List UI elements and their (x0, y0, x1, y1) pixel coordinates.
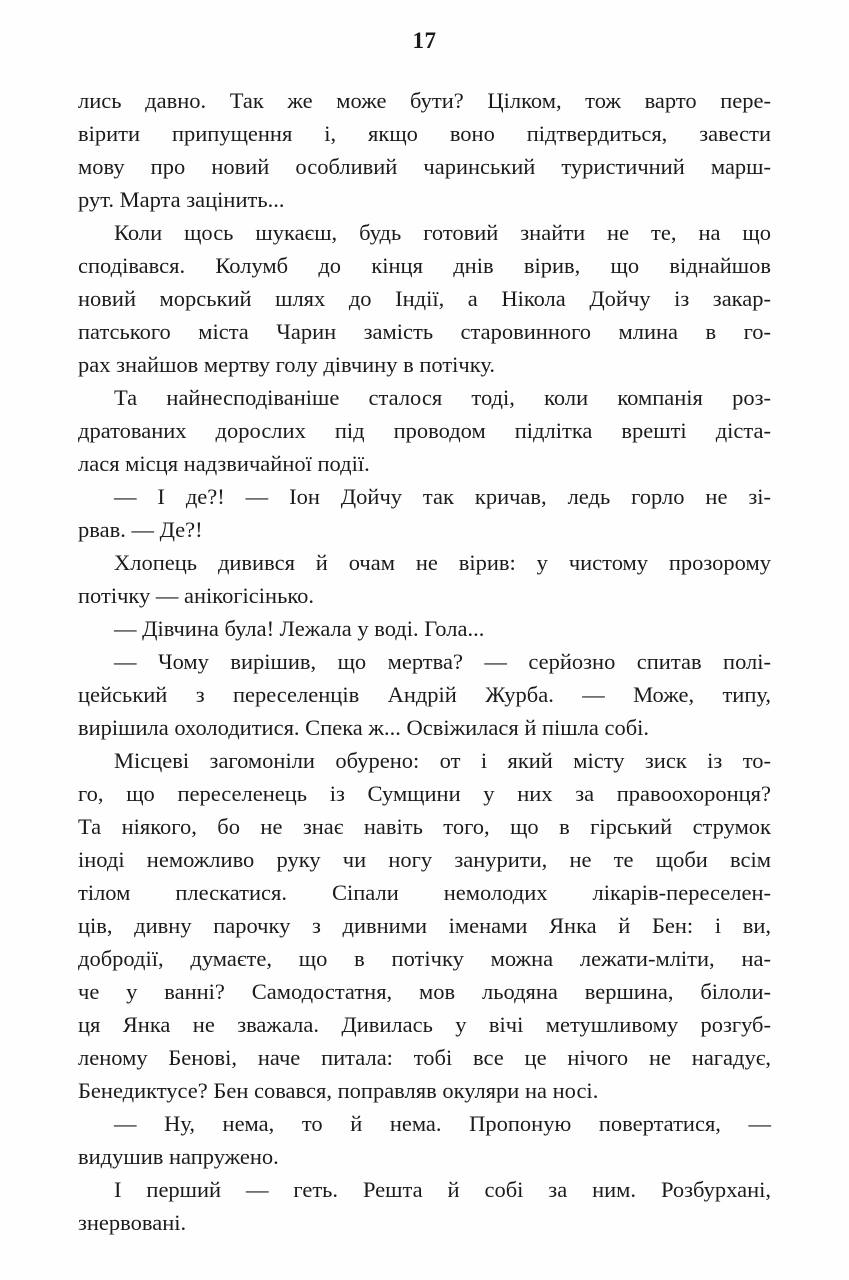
text-line: — Чому вирішив, що мертва? — серйозно спитав полі- (114, 649, 771, 674)
text-line: рах знайшов мертву голу дівчину в потічку. (78, 352, 495, 377)
text-line: сподівався. Колумб до кінця днів вірив, що віднайшов (78, 253, 771, 278)
text-line: добродії, думаєте, що в потічку можна лежати-мліти, на- (78, 946, 771, 971)
paragraph (78, 612, 771, 645)
text-line: потічку — анікогісінько. (78, 583, 315, 608)
text-line: вірити припущення і, якщо воно підтвердиться, завести (78, 121, 771, 146)
text-line: знервовані. (78, 1210, 187, 1235)
text-line: рут. Марта зацінить... (78, 187, 285, 212)
text-line: новий морський шлях до Індії, а Нікола Дойчу із закар- (78, 286, 771, 311)
paragraph (78, 216, 771, 381)
text-line: Бенедиктусе? Бен совався, поправляв окуляри на носі. (78, 1078, 599, 1103)
text-line: Та ніякого, бо не знає навіть того, що в гірський струмок (78, 814, 771, 839)
paragraph (78, 1107, 771, 1173)
text-line: Хлопець дивився й очам не вірив: у чистому прозорому (114, 550, 771, 575)
text-line: — Ну, нема, то й нема. Пропоную повертатися, — (114, 1111, 771, 1136)
text-line: іноді неможливо руку чи ногу занурити, не те щоби всім (78, 847, 771, 872)
body-text (78, 84, 771, 1239)
text-line: дратованих дорослих під проводом підлітка врешті діста- (78, 418, 771, 443)
text-line: го, що переселенець із Сумщини у них за правоохоронця? (78, 781, 771, 806)
paragraph (78, 1173, 771, 1239)
page-number: 17 (412, 28, 437, 53)
text-line: патського міста Чарин замість старовинного млина в го- (78, 319, 771, 344)
text-line: — І де?! — Іон Дойчу так кричав, ледь горло не зі- (114, 484, 771, 509)
paragraph (78, 381, 771, 480)
text-line: І перший — геть. Решта й собі за ним. Розбурхані, (114, 1177, 771, 1202)
text-line: рвав. — Де?! (78, 517, 203, 542)
paragraph (78, 645, 771, 744)
text-line: мову про новий особливий чаринський туристичний марш- (78, 154, 771, 179)
text-line: вирішила охолодитися. Спека ж... Освіжилася й пішла собі. (78, 715, 650, 740)
text-line: цейський з переселенців Андрій Журба. — Може, типу, (78, 682, 771, 707)
text-line: леному Бенові, наче питала: тобі все це нічого не нагадує, (78, 1045, 771, 1070)
paragraph (78, 744, 771, 1107)
paragraph (78, 84, 771, 216)
text-line: тілом плескатися. Сіпали немолодих лікарів-переселен- (78, 880, 771, 905)
text-line: ця Янка не зважала. Дивилась у вічі метушливому розгуб- (78, 1012, 771, 1037)
text-line: Коли щось шукаєш, будь готовий знайти не те, на що (114, 220, 771, 245)
text-line: че у ванні? Самодостатня, мов льодяна вершина, білоли- (78, 979, 771, 1004)
paragraph (78, 480, 771, 546)
text-line: — Дівчина була! Лежала у воді. Гола... (114, 616, 485, 641)
paragraph (78, 546, 771, 612)
text-line: лись давно. Так же може бути? Цілком, тож варто пере- (78, 88, 771, 113)
text-line: ців, дивну парочку з дивними іменами Янка й Бен: і ви, (78, 913, 771, 938)
text-line: видушив напружено. (78, 1144, 279, 1169)
text-line: Місцеві загомоніли обурено: от і який місту зиск із то- (114, 748, 771, 773)
text-line: Та найнесподіваніше сталося тоді, коли компанія роз- (114, 385, 771, 410)
text-line: лася місця надзвичайної події. (78, 451, 370, 476)
